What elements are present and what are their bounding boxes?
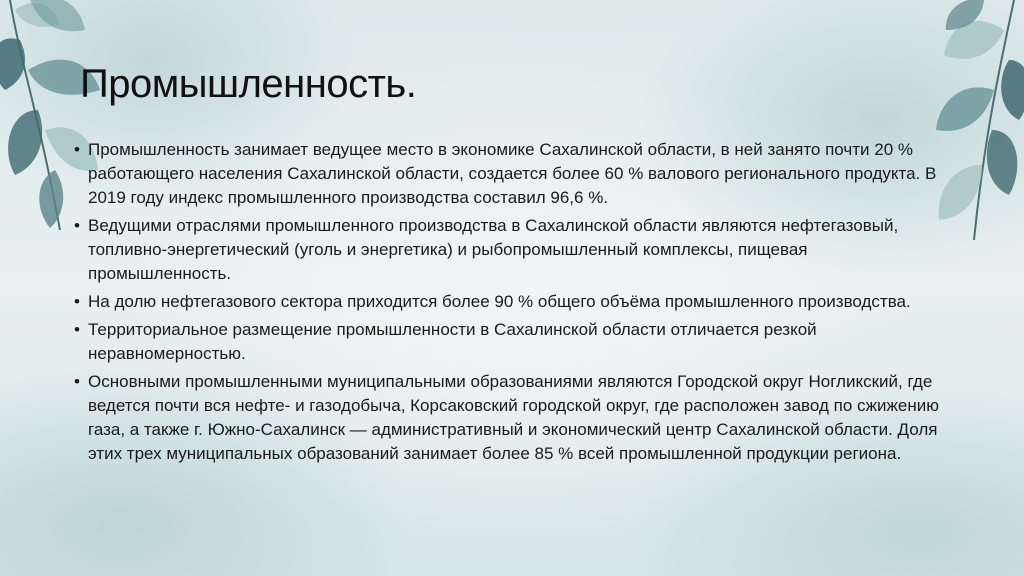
list-item: • Основными промышленными муниципальными образованиями являются Городской округ Ногликский, где ведется почти вся нефте- и газодобыча, Корсаковский городской округ, где расположен завод по сжижению газа, а также г. Южно-Сахалинск — административный и экономический центр Сахалинской области. Доля этих трех муниципальных образований занимает более 85 % всей промышленной продукции региона. xyxy=(74,370,954,466)
list-item: • На долю нефтегазового сектора приходится более 90 % общего объёма промышленного производства. xyxy=(74,290,954,314)
bullet-list xyxy=(74,138,954,470)
list-item: • Ведущими отраслями промышленного производства в Сахалинской области являются нефтегазовый, топливно-энергетический (уголь и энергетика) и рыбопромышленный комплексы, пищевая промышленность. xyxy=(74,214,954,286)
list-item: • Промышленность занимает ведущее место в экономике Сахалинской области, в ней занято почти 20 % работающего населения Сахалинской области, создается более 60 % валового регионального продукта. В 2019 году индекс промышленного производства составил 96,6 %. xyxy=(74,138,954,210)
list-item: • Территориальное размещение промышленности в Сахалинской области отличается резкой неравномерностью. xyxy=(74,318,954,366)
slide-title: Промышленность. xyxy=(80,62,417,106)
